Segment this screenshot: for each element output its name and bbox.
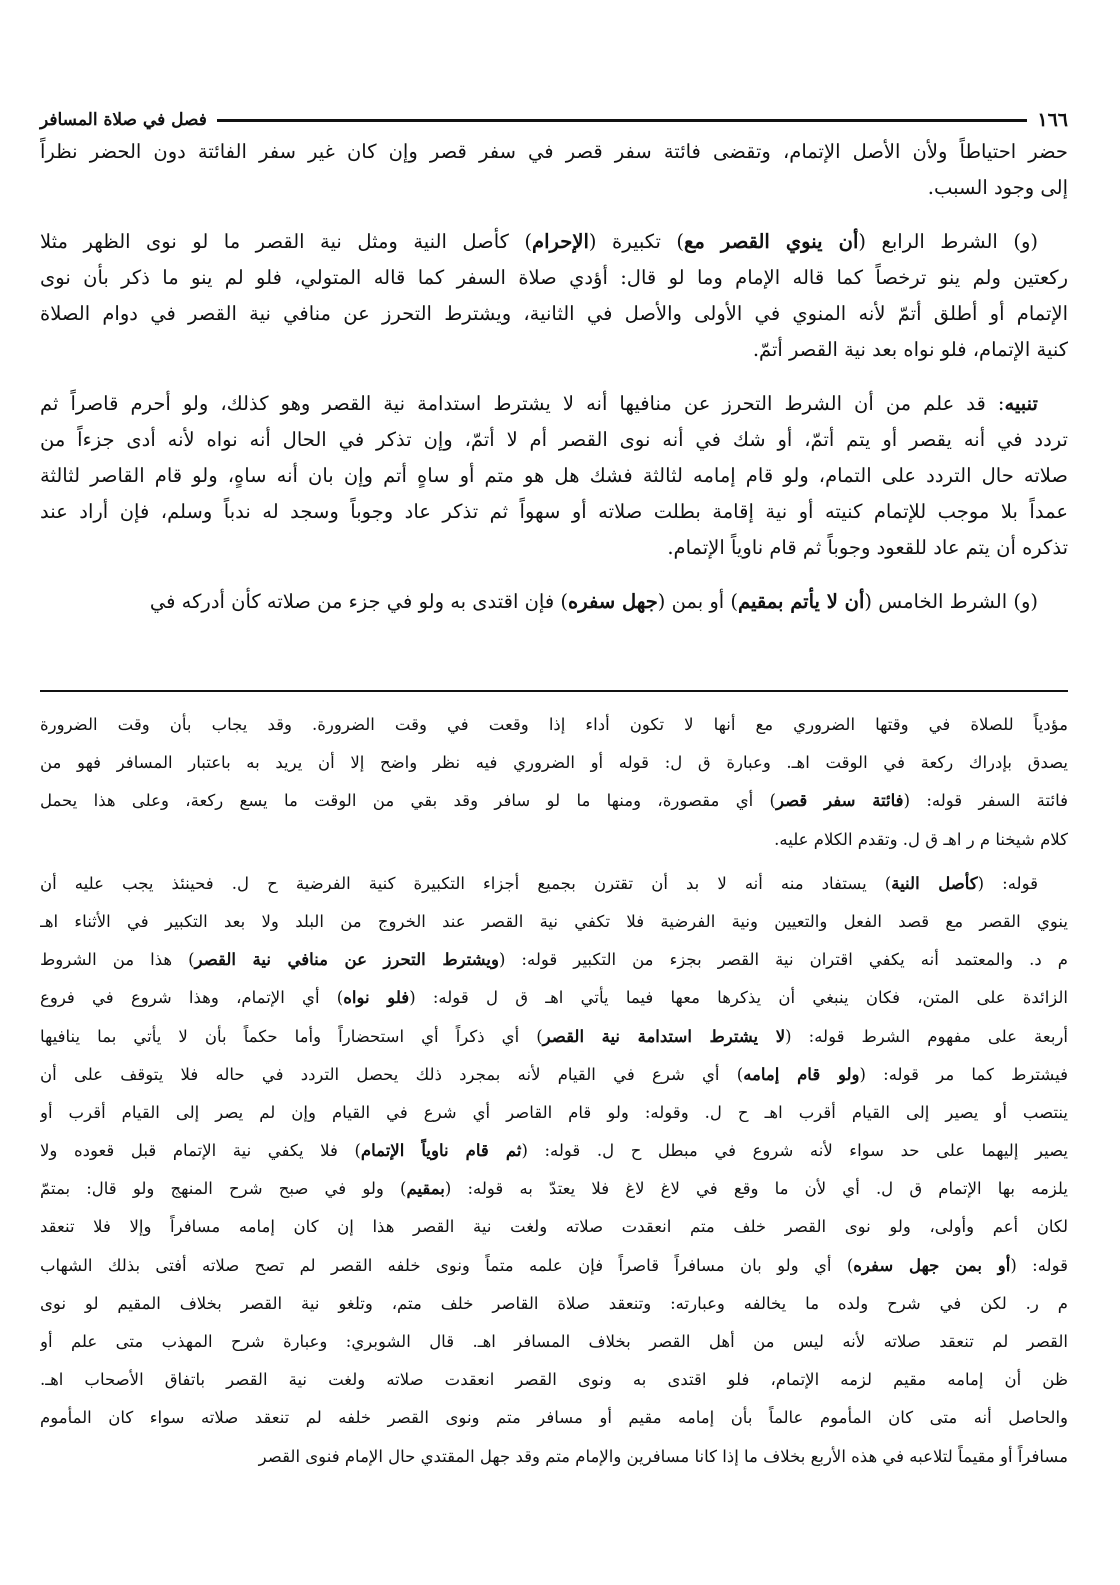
footnote-paragraph: [40, 706, 1068, 859]
bold-term: كأصل النية: [891, 873, 978, 893]
text-line: [40, 260, 1068, 296]
text-line: [40, 1285, 1068, 1323]
text-segment: حضر احتياطاً ولأن الأصل الإتمام، وتقضى فائتة سفر قصر في سفر قصر وإن كان غير سفر الفائتة دون الحضر نظراً: [40, 140, 1068, 163]
paragraph: [40, 584, 1068, 620]
text-segment: ) هذا من الشروط: [40, 950, 195, 970]
bold-term: فائتة سفر قصر: [775, 791, 904, 811]
text-segment: : قد علم من أن الشرط التحرز عن منافيها أنه لا يشترط استدامة نية القصر وهو كذلك، ولو أحرم قاصراً ثم: [40, 392, 1005, 415]
header-rule: [217, 119, 1028, 122]
text-segment: يصدق بإدراك ركعة في الوقت اهـ. وعبارة ق ل: قوله أو الضروري فيه نظر واضح إلا أن يريد به باعتبار المسافر فهو من: [40, 753, 1068, 773]
text-line: [40, 1132, 1068, 1170]
text-segment: كنية الإتمام، فلو نواه بعد نية القصر أتمّ.: [752, 338, 1068, 361]
text-line: [40, 422, 1068, 458]
text-segment: فيشترط كما مر قوله: (: [859, 1064, 1068, 1084]
text-segment: (و) الشرط الخامس (: [864, 590, 1038, 613]
bold-term: فلو نواه: [343, 988, 410, 1008]
text-line: [40, 744, 1068, 782]
bold-term: ويشترط التحرز عن منافي نية القصر: [194, 950, 499, 970]
text-segment: صلاته حال التردد على التمام، ولو قام إمامه لثالثة فشك هل هو متم أو ساهٍ أتم وإن بان أنه ساهٍ، ولو قام القاصر لثالثة: [40, 464, 1068, 487]
text-segment: أربعة على مفهوم الشرط قوله: (: [785, 1026, 1068, 1046]
text-line: [40, 224, 1068, 260]
text-line: [40, 706, 1068, 744]
bold-term: أن لا يأتم بمقيم: [737, 590, 865, 613]
text-line: [40, 1056, 1068, 1094]
page-header: [40, 106, 1068, 134]
text-segment: ) فإن اقتدى به ولو في جزء من صلاته كأن أدركه في: [149, 590, 568, 613]
text-segment: القصر لم تنعقد صلاته لأنه ليس من أهل القصر بخلاف المسافر اهـ. قال الشوبري: وعبارة شرح المهذب متى علم أو: [40, 1332, 1068, 1351]
text-segment: قوله: (: [977, 873, 1038, 893]
text-line: [40, 1361, 1068, 1399]
text-segment: ظن أن إمامه مقيم لزمه الإتمام، فلو اقتدى به ونوى القصر انعقدت صلاته ولغت نية القصر باتفاق الأصحاب اهـ.: [40, 1370, 1068, 1390]
text-segment: الزائدة على المتن، فكان ينبغي أن يذكرها معها فيما يأتي اهـ ق ل قوله: (: [409, 988, 1068, 1008]
text-segment: ينوي القصر مع قصد الفعل والتعيين ونية الفرضية فلا تكفي نية القصر عند الخروج من البلد ولا بعد التكبير في الأثناء اهـ: [40, 911, 1068, 931]
text-line: [40, 296, 1068, 332]
text-segment: م ر. لكن في شرح ولده ما يخالفه وعبارته: وتنعقد صلاة القاصر خلف متم، وتلغو نية القصر بخلاف المقيم لو نوى: [40, 1293, 1068, 1313]
text-segment: ) ولو في صبح شرح المنهج ولو قال: بمتمّ: [40, 1179, 407, 1199]
text-line: [40, 530, 1068, 566]
text-segment: الإتمام أو أطلق أتمّ لأنه المنوي في الأولى والأصل في الثانية، ويشترط التحرز عن منافي نية القصر في دوام الصلاة: [40, 302, 1068, 325]
paragraph: [40, 224, 1068, 368]
text-segment: ) أي الإتمام، وهذا شروع في فروع: [40, 988, 344, 1008]
bold-term: بمقيم: [406, 1179, 445, 1199]
text-line: [40, 903, 1068, 941]
text-segment: ) تكبيرة (: [588, 230, 685, 253]
text-segment: عمداً بلا موجب للإتمام كنيته أو نية إقامة بطلت صلاته أو سهواً ثم تذكر عاد وجوباً وسجد له ندباً وسلم، فإن أراد عند: [40, 500, 1068, 523]
text-segment: ) أي مقصورة، ومنها ما لو سافر وقد بقي من الوقت ما يسع ركعة، وعلى هذا يحمل: [40, 791, 776, 811]
text-segment: كلام شيخنا م ر اهـ ق ل. وتقدم الكلام عليه.: [774, 829, 1068, 849]
text-segment: ) أو بمن (: [657, 590, 738, 613]
text-line: [40, 1170, 1068, 1208]
paragraph: [40, 134, 1068, 206]
text-segment: تذكره أن يتم عاد للقعود وجوباً ثم قام ناوياً الإتمام.: [667, 536, 1068, 559]
text-segment: ركعتين ولم ينو ترخصاً كما قاله الإمام وما لو قال: أؤدي صلاة السفر كما قاله المتولي، فلو لم ينو ما ذكر بأن نوى: [40, 266, 1068, 289]
text-line: [40, 134, 1068, 170]
text-segment: يصير إليهما على حد سواء لأنه شروع في مبطل ح ل. قوله: (: [521, 1141, 1068, 1161]
text-line: [40, 458, 1068, 494]
text-line: [40, 941, 1068, 979]
text-line: [40, 821, 1068, 859]
text-segment: مسافراً أو مقيماً لتلاعبه في هذه الأربع بخلاف ما إذا كانا مسافرين والإمام متم وقد جهل المقتدي حال الإمام فنوى القصر: [258, 1446, 1068, 1466]
text-segment: ) أي ولو بان مسافراً قاصراً فإن علمه متماً ونوى خلفه القصر لم تصح صلاته أفتى بذلك الشهاب: [40, 1255, 854, 1275]
text-segment: مؤدياً للصلاة في وقتها الضروري مع أنها لا تكون أداء إذا وقعت في وقت الضرورة. وقد يجاب بأن وقت الضرورة: [40, 715, 1068, 734]
text-line: [40, 332, 1068, 368]
text-segment: إلى وجود السبب.: [927, 176, 1068, 199]
text-segment: لكان أعم وأولى، ولو نوى القصر خلف متم انعقدت صلاته ولغت نية القصر هذا إن كان إمامه مسافراً وإلا فلا تنعقد: [40, 1217, 1068, 1237]
text-line: [40, 386, 1068, 422]
main-text: [40, 134, 1068, 638]
page-number: ١٦٦: [1037, 109, 1068, 131]
bold-term: الإحرام: [532, 230, 589, 253]
text-line: [40, 1323, 1068, 1361]
text-line: [40, 1208, 1068, 1246]
text-line: [40, 865, 1068, 903]
text-segment: يلزمه بها الإتمام ق ل. أي لأن ما وقع في لاغ لاغ فلا يعتدّ به قوله: (: [444, 1179, 1068, 1199]
bold-term: ولو قام إمامه: [743, 1064, 860, 1084]
bold-term: أن ينوي القصر مع: [684, 230, 859, 253]
footnote-separator: [40, 690, 1068, 692]
text-segment: قوله: (: [1010, 1255, 1068, 1275]
text-segment: ينتصب أو يصير إلى القيام أقرب اهـ ح ل. وقوله: ولو قام القاصر أي شرع في القيام وإن لم يصر إلى القيام أقرب أو: [40, 1102, 1068, 1122]
paragraph: [40, 386, 1068, 566]
text-segment: فائتة السفر قوله: (: [903, 791, 1068, 811]
bold-term: لا يشترط استدامة نية القصر: [542, 1026, 786, 1046]
text-line: [40, 494, 1068, 530]
text-line: [40, 1018, 1068, 1056]
footnote-paragraph: [40, 865, 1068, 1476]
footnotes: [40, 706, 1068, 1482]
text-segment: م د. والمعتمد أنه يكفي اقتران نية القصر بجزء من التكبير قوله: (: [498, 950, 1068, 970]
text-segment: تردد في أنه يقصر أو يتم أتمّ، أو شك في أنه نوى القصر أم لا أتمّ، وإن تذكر في الحال أنه نواه لأنه أدى جزءاً من: [40, 428, 1068, 451]
text-segment: ) أي شرع في القيام لأنه بمجرد ذلك يحصل التردد في حاله فلا يتوقف على أن: [40, 1064, 744, 1084]
text-line: [40, 782, 1068, 820]
text-segment: ) يستفاد منه أنه لا بد أن تقترن بجميع أجزاء التكبيرة كنية الفرضية ح ل. فحينئذ يجب عليه أن: [40, 873, 892, 893]
text-segment: ) أي ذكراً أي استحضاراً وأما حكماً بأن لا يأتي بما ينافيها: [40, 1026, 543, 1046]
text-line: [40, 1094, 1068, 1132]
text-line: [40, 1399, 1068, 1437]
running-title: فصل في صلاة المسافر: [40, 110, 207, 130]
text-segment: والحاصل أنه متى كان المأموم عالماً بأن إمامه مقيم أو مسافر متم ونوى القصر خلفه لم تنعقد صلاته سواء كان المأموم: [40, 1408, 1068, 1428]
bold-term: ثم قام ناوياً الإتمام: [360, 1141, 522, 1161]
text-segment: ) فلا يكفي نية الإتمام قبل قعوده ولا: [40, 1141, 361, 1161]
text-line: [40, 979, 1068, 1017]
text-line: [40, 584, 1068, 620]
text-line: [40, 1438, 1068, 1476]
text-segment: (و) الشرط الرابع (: [858, 230, 1038, 253]
bold-term: أو بمن جهل سفره: [853, 1255, 1011, 1275]
text-segment: ) كأصل النية ومثل نية القصر ما لو نوى الظهر مثلا: [40, 230, 533, 253]
bold-term: تنبيه: [1004, 392, 1038, 415]
text-line: [40, 1247, 1068, 1285]
bold-term: جهل سفره: [568, 590, 658, 613]
text-line: [40, 170, 1068, 206]
